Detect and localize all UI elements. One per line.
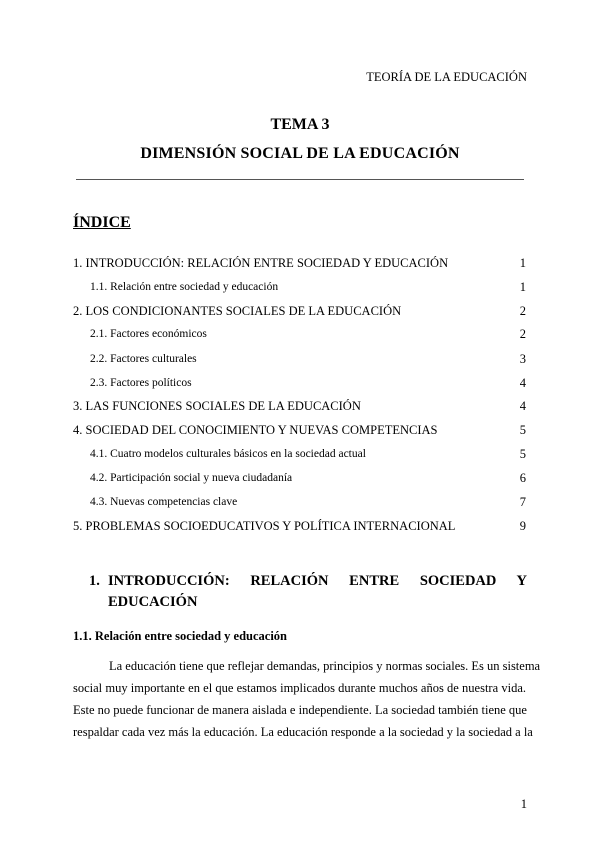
- toc-entry-page: 3: [519, 352, 526, 366]
- paragraph-line: respaldar cada vez más la educación. La educación responde a la sociedad y la sociedad a la: [73, 725, 533, 739]
- toc-entry-label: 4.1. Cuatro modelos culturales básicos en la sociedad actual: [90, 448, 366, 460]
- toc-entry-label: 2. LOS CONDICIONANTES SOCIALES DE LA EDUCACIÓN: [73, 304, 402, 318]
- toc-subentry[interactable]: [73, 325, 526, 343]
- toc-entry-page: 4: [519, 376, 526, 390]
- toc-entry-label: 2.1. Factores económicos: [90, 328, 207, 340]
- toc-subentry[interactable]: [73, 374, 526, 392]
- toc-entry[interactable]: [73, 302, 526, 320]
- toc-entry-page: 9: [519, 519, 526, 533]
- toc-entry[interactable]: [73, 517, 526, 535]
- toc-entry-page: 1: [519, 256, 526, 270]
- toc-entry-page: 6: [519, 471, 526, 485]
- toc-entry-label: 2.3. Factores políticos: [90, 377, 192, 389]
- toc-subentry[interactable]: [73, 350, 526, 368]
- toc-entry-label: 4.2. Participación social y nueva ciudadanía: [90, 472, 293, 484]
- title-divider: [76, 179, 524, 180]
- page-number: 1: [520, 797, 527, 811]
- toc-entry[interactable]: [73, 397, 526, 415]
- toc-entry[interactable]: [73, 254, 526, 272]
- section-number: 1.: [89, 573, 100, 589]
- body-paragraph: [73, 655, 541, 743]
- toc-entry-page: 5: [519, 447, 526, 461]
- toc-entry-page: 1: [519, 280, 526, 294]
- toc-subentry[interactable]: [73, 469, 526, 487]
- toc-entry[interactable]: [73, 421, 526, 439]
- section-title-line-2: EDUCACIÓN: [108, 594, 198, 610]
- paragraph-line: Este no puede funcionar de manera aislada e independiente. La sociedad también tiene que: [73, 703, 527, 717]
- toc-entry-page: 2: [519, 327, 526, 341]
- toc-entry-label: 2.2. Factores culturales: [90, 353, 197, 365]
- toc-entry-label: 1.1. Relación entre sociedad y educación: [90, 281, 279, 293]
- topic-number: TEMA 3: [270, 116, 330, 133]
- toc-subentry[interactable]: [73, 278, 526, 296]
- toc-entry-page: 7: [519, 495, 526, 509]
- index-heading: ÍNDICE: [73, 214, 131, 231]
- section-title-line-1: INTRODUCCIÓN: RELACIÓN ENTRE SOCIEDAD Y: [108, 573, 527, 589]
- toc-subentry[interactable]: [73, 445, 526, 463]
- toc-entry-page: 4: [519, 399, 526, 413]
- toc-entry-page: 5: [519, 423, 526, 437]
- toc-subentry[interactable]: [73, 493, 526, 511]
- toc-entry-label: 4. SOCIEDAD DEL CONOCIMIENTO Y NUEVAS COMPETENCIAS: [73, 423, 438, 437]
- toc-entry-label: 5. PROBLEMAS SOCIOEDUCATIVOS Y POLÍTICA INTERNACIONAL: [73, 519, 456, 533]
- running-header: TEORÍA DE LA EDUCACIÓN: [366, 70, 527, 84]
- toc-entry-label: 1. INTRODUCCIÓN: RELACIÓN ENTRE SOCIEDAD Y EDUCACIÓN: [73, 256, 449, 270]
- toc-entry-label: 3. LAS FUNCIONES SOCIALES DE LA EDUCACIÓN: [73, 399, 361, 413]
- document-title: DIMENSIÓN SOCIAL DE LA EDUCACIÓN: [140, 145, 460, 162]
- subsection-heading: 1.1. Relación entre sociedad y educación: [73, 629, 287, 643]
- paragraph-line: social muy importante en el que estamos implicados durante muchos años de nuestra vida.: [73, 681, 526, 695]
- toc-entry-label: 4.3. Nuevas competencias clave: [90, 496, 238, 508]
- toc-entry-page: 2: [519, 304, 526, 318]
- paragraph-line: La educación tiene que reflejar demandas, principios y normas sociales. Es un sistema: [109, 659, 541, 673]
